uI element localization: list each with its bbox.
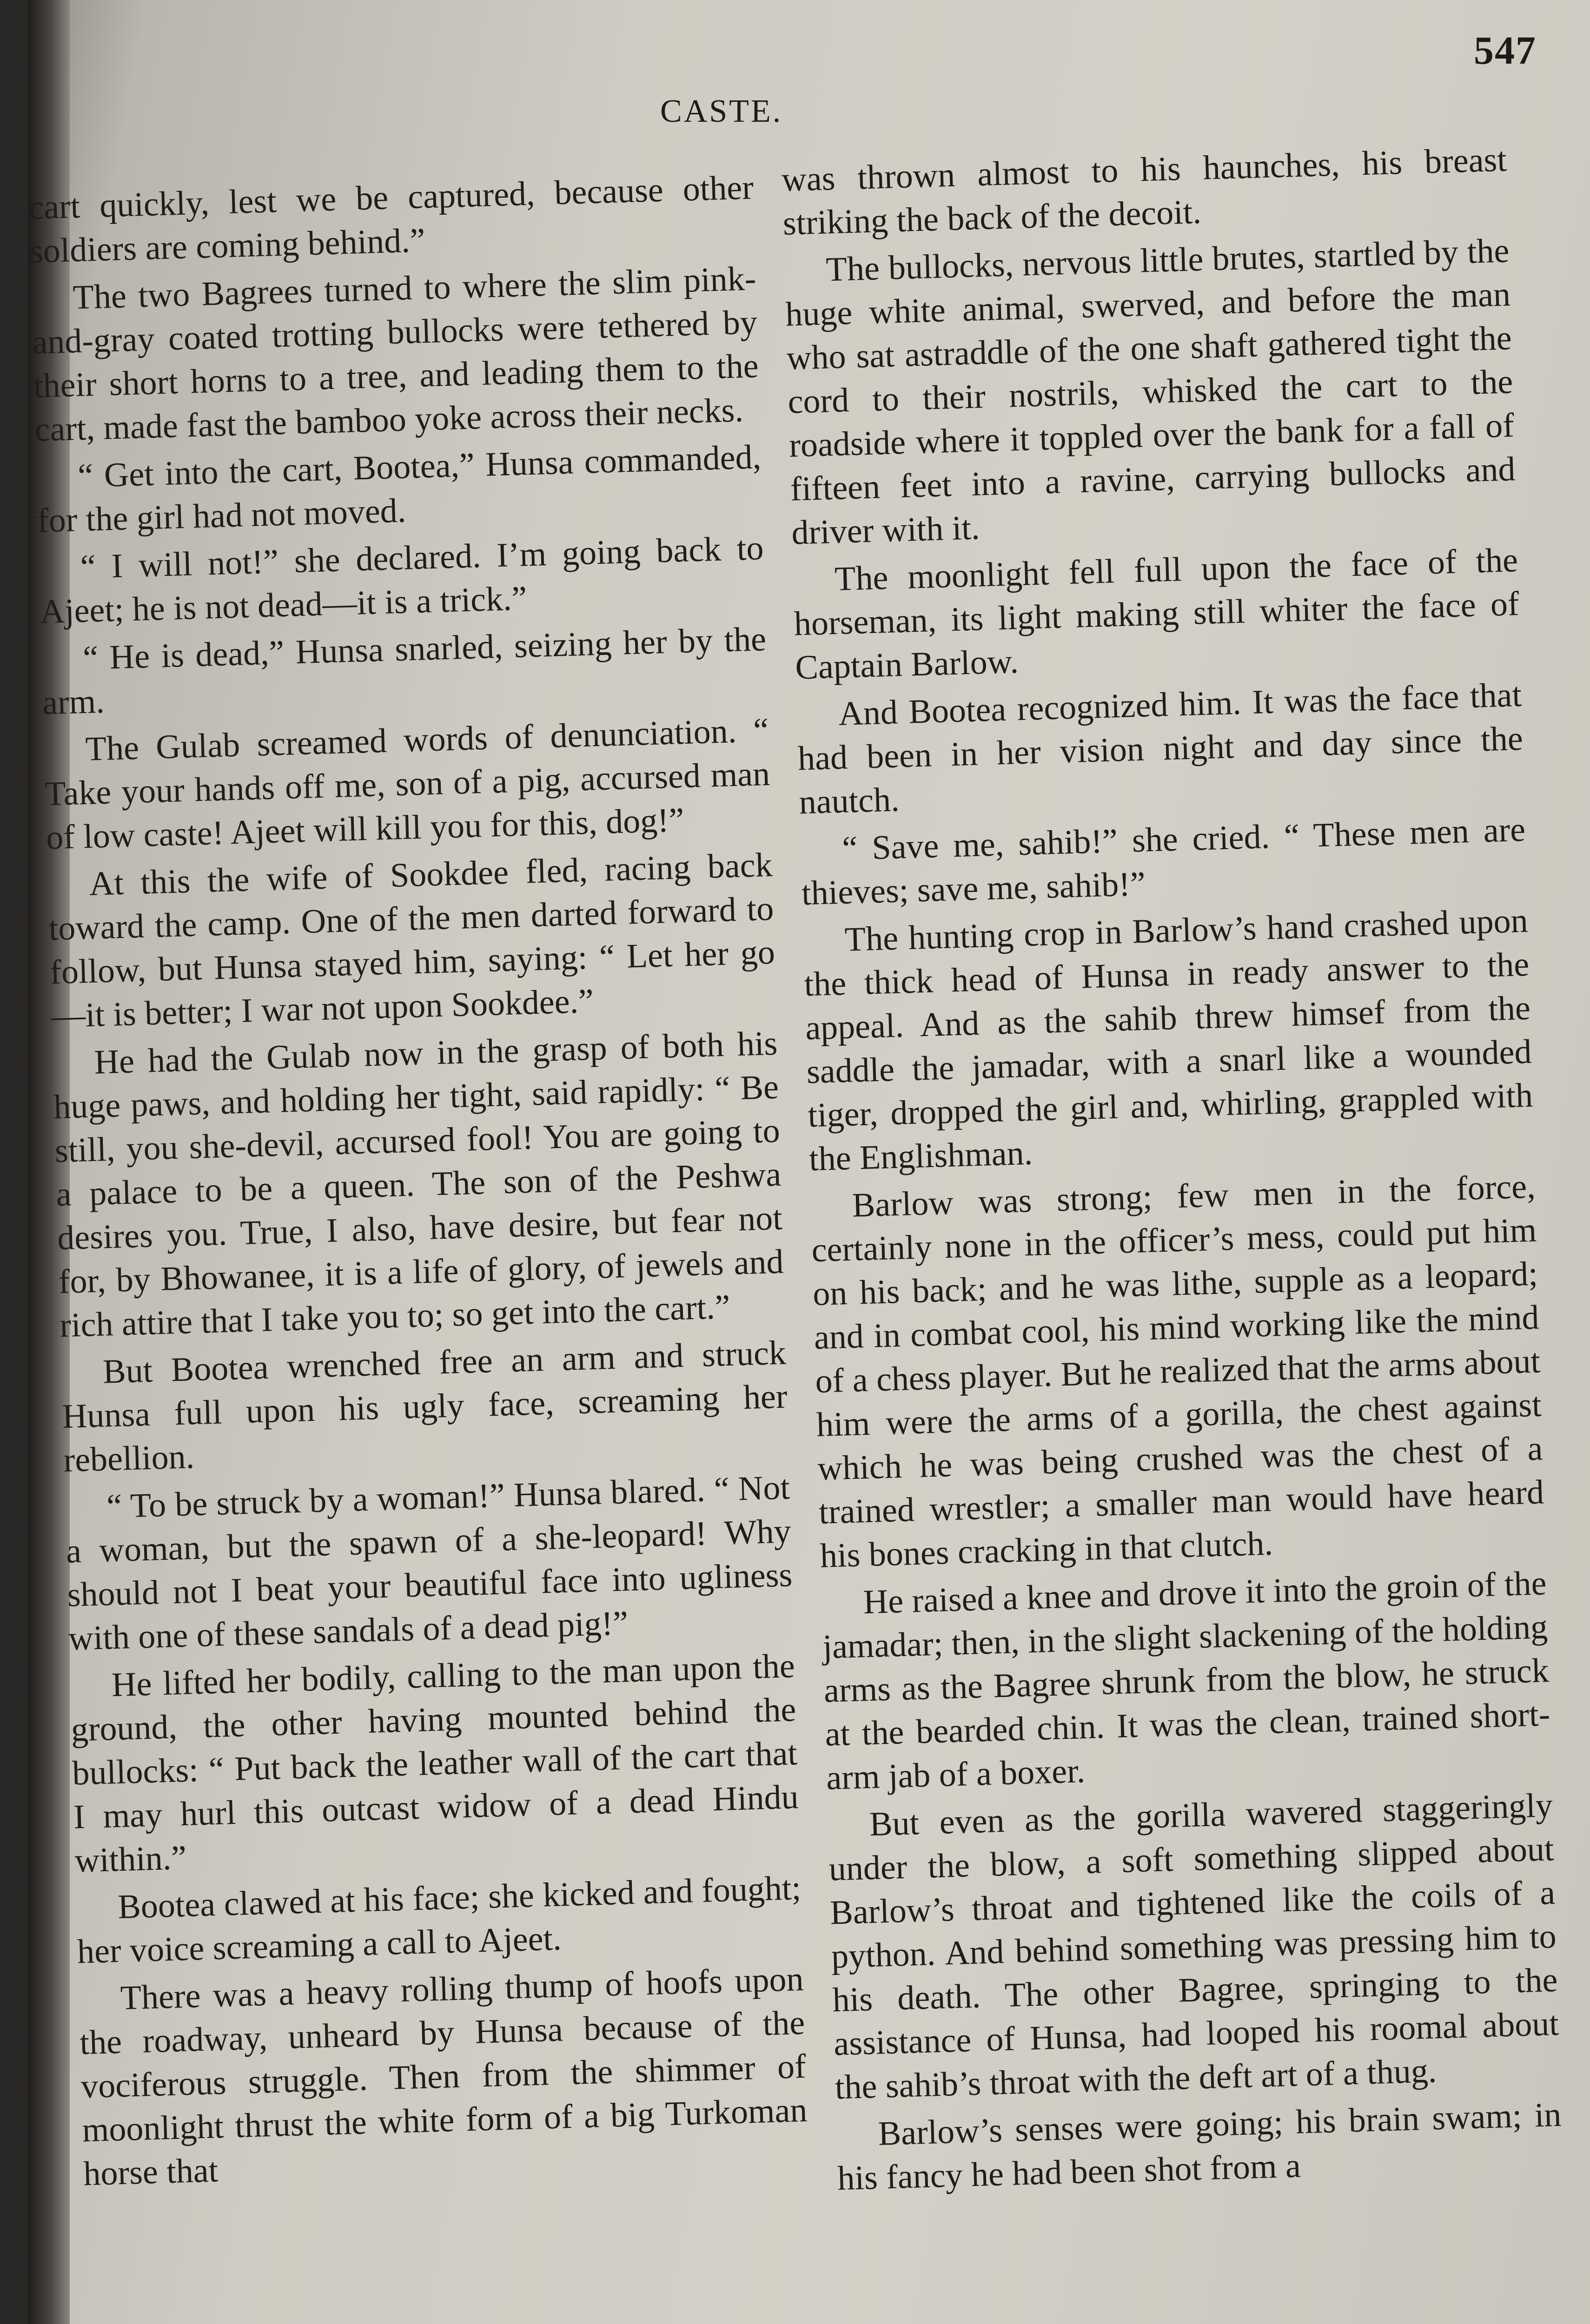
paragraph: was thrown almost to his haunches, his breast striking the back of the decoit. <box>781 140 1507 243</box>
paragraph: “ I will not!” she declared. I’m going back to Ajeet; he is not dead—it is a trick.” <box>39 529 764 631</box>
running-head-title: CASTE. <box>660 93 783 129</box>
paragraph: He lifted her bodily, calling to the man upon the ground, the other having mounted behind the bullocks: “ Put back the leather wall of the cart that I may hurl this outcast widow of a dead Hindu within.” <box>70 1647 799 1880</box>
right-text-column <box>781 138 1569 2324</box>
paragraph: He raised a knee and drove it into the groin of the jamadar; then, in the slight slackening of the holding arms as the Bagree shrunk from the blow, he struck at the bearded chin. It was the clean, trained short-arm jab of a boxer. <box>822 1564 1551 1797</box>
paragraph: “ Get into the cart, Bootea,” Hunsa commanded, for the girl had not moved. <box>36 438 762 540</box>
paragraph: “ To be struck by a woman!” Hunsa blared. “ Not a woman, but the spawn of a she-leopard! Why should not I beat your beautiful face into ugliness with one of these sandals of a dead pig!” <box>65 1468 793 1658</box>
paragraph: He had the Gulab now in the grasp of both his huge paws, and holding her tight, said rapidly: “ Be still, you she-devil, accursed fool! You are going to a palace to be a queen. The son of the Peshwa desires you. True, I also, have desire, but fear not for, by Bhowanee, it is a life of glory, of jewels and rich attire that I take you to; so get into the cart.” <box>53 1024 784 1345</box>
paragraph: Barlow was strong; few men in the force, certainly none in the officer’s mess, could put him on his back; and he was lithe, supple as a leopard; and in combat cool, his mind working like the mind of a chess player. But he realized that the arms about him were the arms of a gorilla, the chest against which he was being crushed was the chest of a trained wrestler; a smaller man would have heard his bones cracking in that clutch. <box>811 1167 1544 1575</box>
paragraph: The hunting crop in Barlow’s hand crashed upon the thick head of Hunsa in ready answer to the appeal. And as the sahib threw himsef from the saddle the jamadar, with a snarl like a wounded tiger, dropped the girl and, whirling, grappled with the Englishman. <box>803 901 1534 1179</box>
left-text-column <box>28 165 815 2324</box>
paragraph: “ He is dead,” Hunsa snarled, seizing her by the arm. <box>41 620 767 722</box>
paragraph: Bootea clawed at his face; she kicked and fought; her voice screaming a call to Ajeet. <box>76 1869 802 1971</box>
paragraph: But Bootea wrenched free an arm and struck Hunsa full upon his ugly face, screaming her rebellion. <box>61 1334 788 1479</box>
book-page <box>28 0 1590 2324</box>
paragraph: cart quickly, lest we be captured, because other soldiers are coming behind.” <box>28 168 754 271</box>
paragraph: “ Save me, sahib!” she cried. “ These men are thieves; save me, sahib!” <box>801 810 1526 913</box>
paragraph: At this the wife of Sookdee fled, racing back toward the camp. One of the men darted forward to follow, but Hunsa stayed him, saying: “ Let her go—it is better; I war not upon Sookdee.” <box>48 845 775 1036</box>
paragraph: And Bootea recognized him. It was the face that had been in her vision night and day since the nautch. <box>797 675 1524 822</box>
paragraph: But even as the gorilla wavered staggeringly under the blow, a soft something slipped about Barlow’s throat and tightened like the coils of a python. And behind something was pressing him to his death. The other Bagree, springing to the assistance of Hunsa, had looped his roomal about the sahib’s throat with the deft art of a thug. <box>828 1786 1559 2107</box>
page-number: 547 <box>1474 28 1537 73</box>
paragraph: The Gulab screamed words of denunciation. “ Take your hands off me, son of a pig, accursed man of low caste! Ajeet will kill you for this, dog!” <box>44 711 771 857</box>
paragraph: Barlow’s senses were going; his brain swam; in his fancy he had been shot from a <box>837 2095 1562 2198</box>
paragraph: There was a heavy rolling thump of hoofs upon the roadway, unheard by Hunsa because of the vociferous struggle. Then from the shimmer of moonlight thrust the white form of a big Turkoman horse that <box>79 1960 808 2193</box>
paragraph: The two Bagrees turned to where the slim pink-and-gray coated trotting bullocks were tethered by their short horns to a tree, and leading them to the cart, made fast the bamboo yoke across their necks. <box>32 259 759 449</box>
paragraph: The moonlight fell full upon the face of the horseman, its light making still whiter the face of Captain Barlow. <box>793 541 1520 687</box>
paragraph: The bullocks, nervous little brutes, startled by the huge white animal, swerved, and before the man who sat astraddle of the one shaft gathered tight the cord to their nostrils, whisked the cart to the roadside where it toppled over the bank for a fall of fifteen feet into a ravine, carrying bullocks and driver with it. <box>785 231 1516 552</box>
